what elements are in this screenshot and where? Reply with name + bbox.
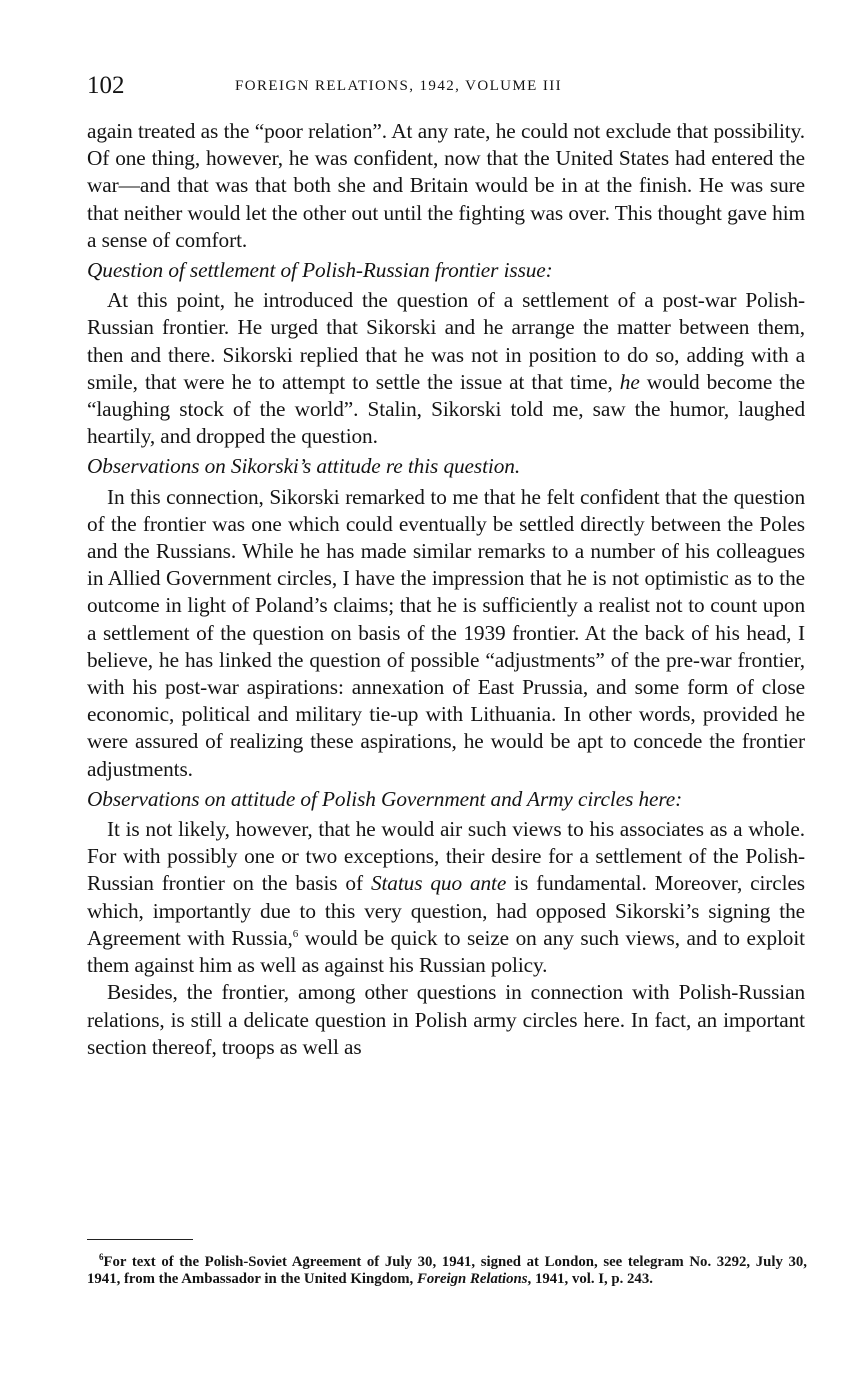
body-text bbox=[87, 118, 805, 1061]
paragraph-text: It is not likely, however, that he would air such views to his associates as a whole. For with possibly one or two exceptions, their desire for a settlement of the Polish-Russian frontier on the basis of bbox=[87, 817, 805, 896]
paragraph-frontier-question bbox=[87, 287, 805, 450]
paragraph-text: would become the “laughing stock of the world”. Stalin, Sikorski told me, saw the humor, laughed heartily, and dropped the question. bbox=[87, 369, 806, 449]
footnote-body: , 1941, vol. I, p. 243. bbox=[527, 1270, 653, 1287]
footnote-text bbox=[87, 1249, 807, 1288]
paragraph-associates-views bbox=[87, 816, 805, 979]
page-header bbox=[87, 72, 807, 106]
footnote-divider bbox=[87, 1239, 193, 1240]
paragraph-text: would be quick to seize on any such views, and to exploit them against him as well as against his Russian policy. bbox=[87, 925, 805, 978]
section-heading-frontier-issue: Question of settlement of Polish-Russian frontier issue: bbox=[87, 258, 553, 283]
footnote-mark: 6 bbox=[99, 1252, 104, 1262]
footnote-body: For text of the Polish-Soviet Agreement of July 30, 1941, signed at London, see telegram No. 3292, July 30, 1941, from the Ambassador in the United Kingdom, bbox=[87, 1253, 807, 1287]
section-heading-sikorski-attitude: Observations on Sikorski’s attitude re this question. bbox=[87, 454, 521, 479]
paragraph-sikorski-attitude: In this connection, Sikorski remarked to me that he felt confident that the question of the frontier was one which could eventually be settled directly between the Poles and the Russians. While he has made similar remarks to a number of his colleagues in Allied Government circles, I have the impression that he is not optimistic as to the outcome in light of Poland’s claims; that he is sufficiently a realist not to count upon a settlement of the question on basis of the 1939 frontier. At the back of his head, I believe, he has linked the question of possible “adjustments” of the pre-war frontier, with his post-war aspirations: annexation of East Prussia, and some form of close economic, political and military tie-up with Lithuania. In other words, provided he were assured of realizing these aspirations, he would be apt to concede the frontier adjustments. bbox=[87, 484, 805, 781]
running-head: FOREIGN RELATIONS, 1942, VOLUME III bbox=[235, 78, 563, 94]
emphasis-he: he bbox=[619, 369, 640, 394]
paragraph-continuation: again treated as the “poor relation”. At any rate, he could not exclude that possibility. Of one thing, however, he was confident, now that the United States had entered the war—and that was that both she and Britain would be in at the finish. He was sure that neither would let the other out until the fighting was over. This thought gave him a sense of comfort. bbox=[87, 119, 805, 252]
emphasis-status-quo-ante: Status quo ante bbox=[370, 871, 507, 896]
footnote bbox=[87, 1249, 807, 1288]
section-heading-government-army-circles: Observations on attitude of Polish Government and Army circles here: bbox=[87, 786, 683, 811]
page-number: 102 bbox=[87, 72, 125, 99]
paragraph-army-circles: Besides, the frontier, among other questions in connection with Polish-Russian relations, is still a delicate question in Polish army circles here. In fact, an important section thereof, troops as well as bbox=[87, 980, 805, 1059]
paragraph-text: is fundamental. Moreover, circles which, importantly due to this very question, had opposed Sikorski’s signing the Agreement with Russia, bbox=[87, 871, 805, 950]
footnote-reference[interactable]: 6 bbox=[292, 927, 299, 940]
footnote-emphasis: Foreign Relations bbox=[416, 1270, 528, 1287]
paragraph-text: At this point, he introduced the question of a settlement of a post-war Polish-Russian frontier. He urged that Sikorski and he arrange the matter between them, then and there. Sikorski replied that he was not in position to do so, adding with a smile, that were he to attempt to settle the issue at that time, bbox=[87, 288, 805, 394]
